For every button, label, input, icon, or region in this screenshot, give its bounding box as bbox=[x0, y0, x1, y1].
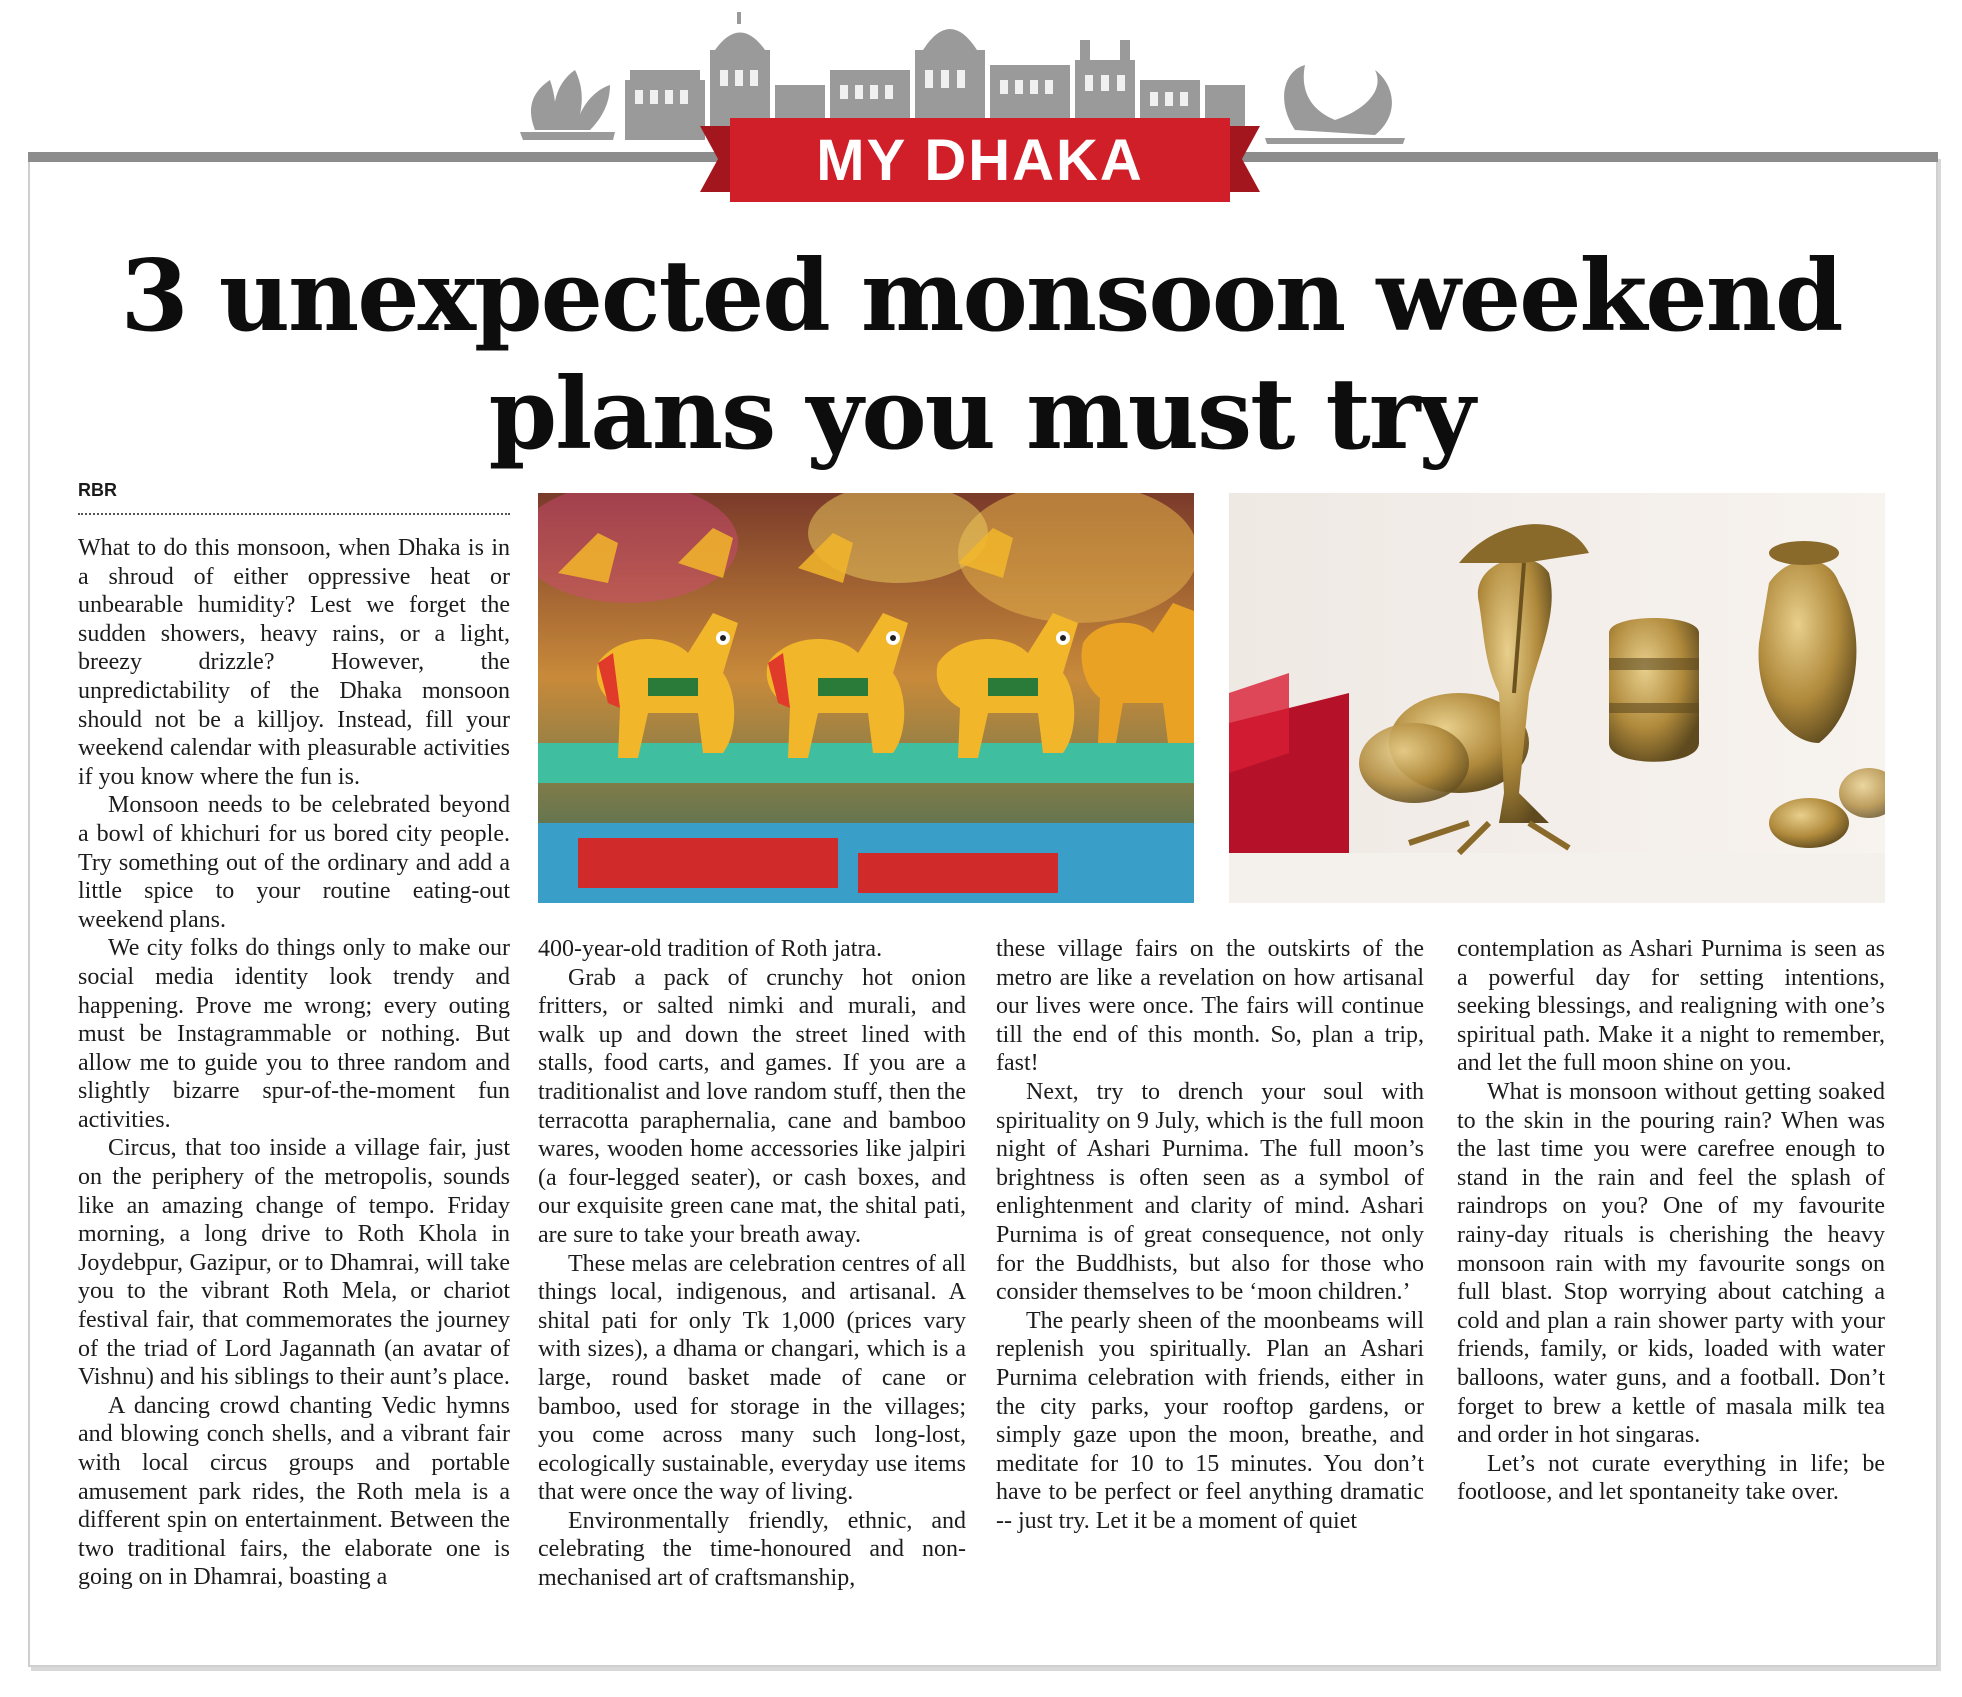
article-column-3 bbox=[996, 935, 1424, 1535]
headline-line-2: plans you must try bbox=[488, 357, 1474, 472]
paragraph: Monsoon needs to be celebrated beyond a bowl of khichuri for us bored city people. Try something out of the ordinary and add a little spice to your routine eating-out weekend plans. bbox=[78, 792, 510, 933]
paragraph: A dancing crowd chanting Vedic hymns and blowing conch shells, and a vibrant fair with local circus groups and portable amusement park rides, the Roth mela is a different spin on entertainment. Between the two traditional fairs, the elaborate one is going on in Dhamrai, boasting a bbox=[78, 1392, 510, 1591]
brass-dhokra-frog-figurine-icon bbox=[1229, 493, 1885, 903]
paragraph: Circus, that too inside a village fair, just on the periphery of the metropolis, sounds like an amazing change of tempo. Friday morning, a long drive to Roth Khola in Joydebpur, Gazipur, or to Dhamrai, will take you to the vibrant Roth Mela, or chariot festival fair, that commemorates the journey of the triad of Lord Jagannath (an avatar of Vishnu) and his siblings to their aunt’s place. bbox=[78, 1135, 510, 1391]
paragraph: We city folks do things only to make our social media identity look trendy and happening. Prove me wrong; every outing must be Instagrammable or nothing. But allow me to guide you to three random and slightly bizarre spur-of-the-moment fun activities. bbox=[78, 935, 510, 1133]
paragraph: Let’s not curate everything in life; be footloose, and let spontaneity take over. bbox=[1457, 1450, 1885, 1506]
byline: RBR bbox=[78, 480, 510, 515]
headline-line-1: 3 unexpected monsoon weekend bbox=[120, 239, 1842, 354]
headline bbox=[60, 238, 1902, 474]
paragraph: What is monsoon without getting soaked to the skin in the pouring rain? When was the last time you were carefree enough to stand in the rain and feel the splash of raindrops on you? One of my favourite rainy-day rituals is cherishing the heavy monsoon rain with my favourite songs on full blast. Stop worrying about catching a cold and plan a rain shower party with your friends, family, or kids, loaded with water balloons, water guns, and a football. Don’t forget to brew a kettle of masala milk tea and order in hot singaras. bbox=[1457, 1078, 1885, 1449]
paragraph: these village fairs on the outskirts of the metro are like a revelation on how artisanal our lives were once. The fairs will continue till the end of this month. So, plan a trip, fast! bbox=[996, 936, 1424, 1077]
article-column-1 bbox=[78, 534, 510, 1592]
paragraph: Environmentally friendly, ethnic, and celebrating the time-honoured and non-mechanised art of craftsmanship, bbox=[538, 1507, 966, 1592]
section-label: MY DHAKA bbox=[816, 127, 1144, 193]
paragraph: The pearly sheen of the moonbeams will replenish you spiritually. Plan an Ashari Purnima celebration with friends, either in the city parks, your rooftop gardens, or simply gaze upon the moon, breathe, and meditate for 10 to 15 minutes. You don’t have to be perfect or feel anything dramatic -- just try. Let it be a moment of quiet bbox=[996, 1307, 1424, 1534]
article-column-2 bbox=[538, 935, 966, 1593]
paragraph: What to do this monsoon, when Dhaka is in a shroud of either oppressive heat or unbearable humidity? Lest we forget the sudden showers, heavy rains, or a light, breezy drizzle? However, the unpredictability of the Dhaka monsoon should not be a killjoy. Instead, fill your weekend calendar with pleasurable activities if you know where the fun is. bbox=[78, 535, 510, 790]
paragraph: 400-year-old tradition of Roth jatra. bbox=[538, 936, 883, 962]
paragraph: contemplation as Ashari Purnima is seen as a powerful day for setting intentions, seeking blessings, and realigning with one’s spiritual path. Make it a night to remember, and let the full moon shine on you. bbox=[1457, 936, 1885, 1077]
paragraph: Next, try to drench your soul with spirituality on 9 July, which is the full moon night of Ashari Purnima. The full moon’s brightness is often seen as a symbol of enlightenment and clarity of mind. Ashari Purnima is of great consequence, not only for the Buddhists, but also for those who consider themselves to be ‘moon children.’ bbox=[996, 1078, 1424, 1306]
photo-wooden-horses bbox=[538, 493, 1194, 903]
paragraph: Grab a pack of crunchy hot onion fritters, or salted nimki and murali, and walk up and down the street lined with stalls, food carts, and games. If you are a traditionalist and love random stuff, then the terracotta paraphernalia, cane and bamboo wares, wooden home accessories like jalpiri (a four-legged seater), or cash boxes, and our exquisite green cane mat, the shital pati, are sure to take your breath away. bbox=[538, 964, 966, 1248]
photo-brass-figurines bbox=[1229, 493, 1885, 903]
paragraph: These melas are celebration centres of all things local, indigenous, and artisanal. A shital pati for only Tk 1,000 (prices vary with sizes), a dhama or changari, which is a large, round basket made of cane or bamboo, used for storage in the villages; you come across many such long-lost, ecologically sustainable, everyday use items that were once the way of living. bbox=[538, 1250, 966, 1506]
article-column-4 bbox=[1457, 935, 1885, 1507]
painted-wooden-horses-icon bbox=[538, 493, 1194, 903]
